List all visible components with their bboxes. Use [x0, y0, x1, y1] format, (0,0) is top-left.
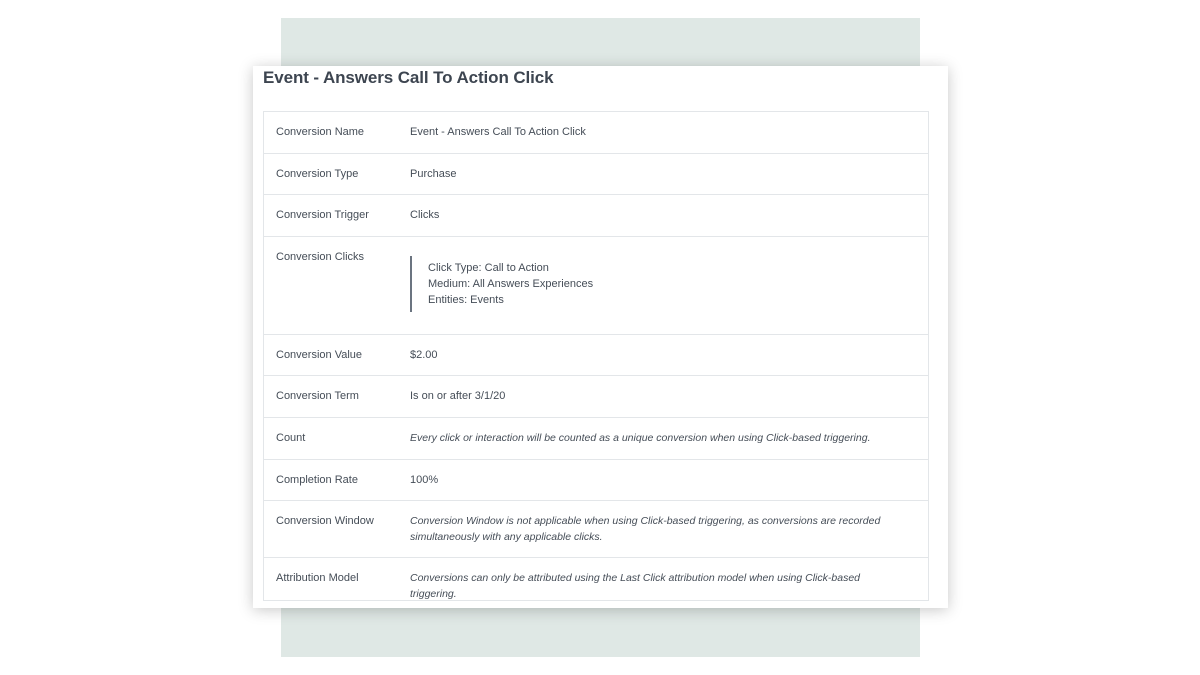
- row-value: Event - Answers Call To Action Click: [410, 126, 586, 138]
- entities-line: Entities: Events: [428, 293, 504, 306]
- row-value: [410, 235, 928, 334]
- clicks-criteria-block: [410, 256, 908, 312]
- row-value: Conversion Window is not applicable when using Click-based triggering, as conversions are recorded simultaneously with any applicable clicks.: [410, 515, 881, 544]
- row-label: Attribution Model: [276, 572, 359, 585]
- row-conversion-value: [264, 335, 928, 377]
- row-value: Every click or interaction will be counted as a unique conversion when using Click-based triggering.: [410, 431, 871, 444]
- conversion-detail-card: [253, 66, 948, 608]
- row-label: Conversion Term: [276, 390, 359, 403]
- row-conversion-type: [264, 154, 928, 196]
- row-label: Conversion Window: [276, 515, 374, 528]
- conversion-details-table: [263, 111, 929, 601]
- medium-line: Medium: All Answers Experiences: [428, 277, 594, 290]
- row-label: Conversion Name: [276, 126, 365, 138]
- row-value: Purchase: [410, 167, 457, 180]
- row-label: Conversion Type: [276, 167, 359, 180]
- row-value: $2.00: [410, 348, 438, 361]
- click-type-line: Click Type: Call to Action: [428, 261, 549, 274]
- row-conversion-clicks: [264, 237, 928, 335]
- row-conversion-window: [264, 501, 928, 558]
- row-value: Conversions can only be attributed using the Last Click attribution model when using Click-based triggering.: [410, 572, 860, 601]
- row-conversion-term: [264, 376, 928, 418]
- row-label: Conversion Value: [276, 348, 363, 361]
- row-label: Completion Rate: [276, 473, 358, 486]
- row-conversion-name: [264, 112, 928, 154]
- row-attribution-model: [264, 558, 928, 600]
- page-title: Event - Answers Call To Action Click: [263, 68, 554, 87]
- row-count: [264, 418, 928, 460]
- row-conversion-trigger: [264, 195, 928, 237]
- row-value: Is on or after 3/1/20: [410, 390, 506, 403]
- row-label: Count: [276, 431, 306, 444]
- row-value: Clicks: [410, 209, 440, 222]
- row-label: Conversion Clicks: [276, 250, 365, 263]
- row-label: Conversion Trigger: [276, 209, 369, 222]
- row-completion-rate: [264, 460, 928, 502]
- row-value: 100%: [410, 473, 439, 486]
